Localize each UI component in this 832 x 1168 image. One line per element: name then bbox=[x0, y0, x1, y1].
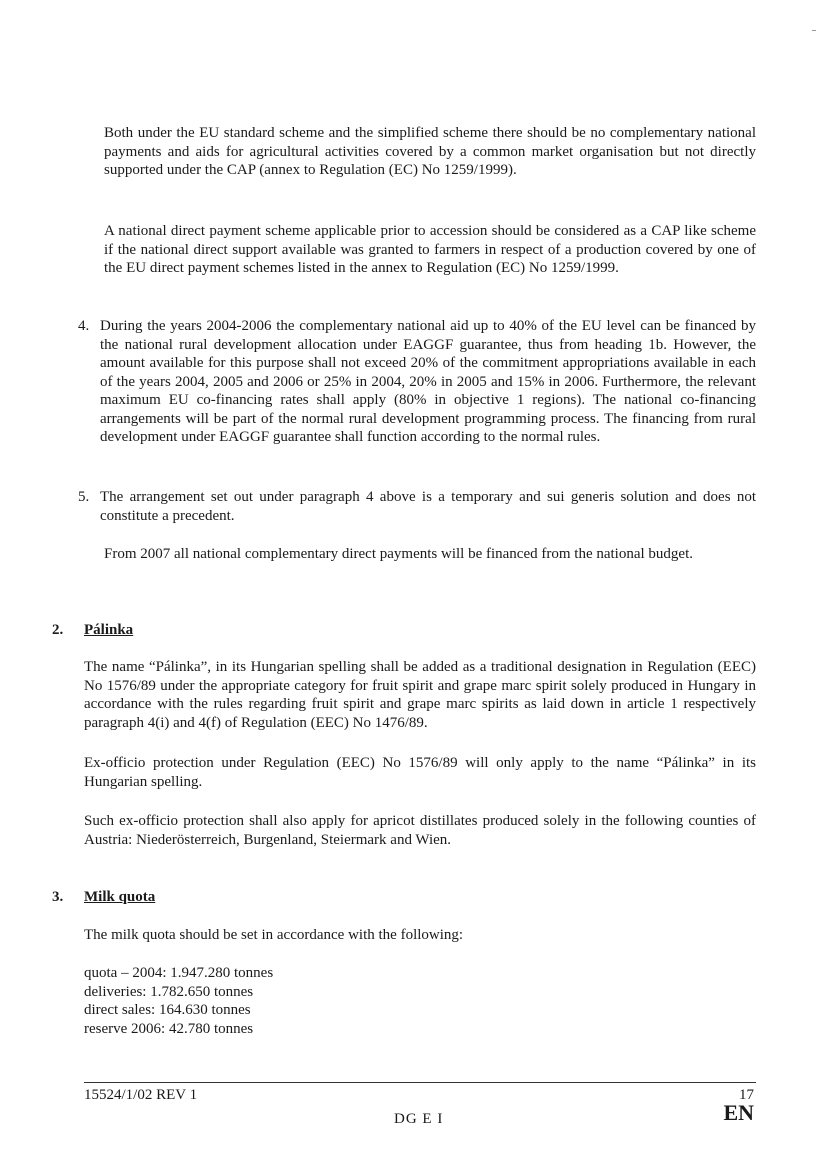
list-item: reserve 2006: 42.780 tonnes bbox=[84, 1020, 254, 1037]
list-item-text: The arrangement set out under paragraph 4 above is a temporary and sui generis solution and does not constitute a precedent. bbox=[100, 489, 756, 524]
list-item-number: 4. bbox=[78, 318, 90, 334]
list-item-text: During the years 2004-2006 the complementary national aid up to 40% of the EU level can be financed by the national rural development allocation under EAGGF guarantee, thus from heading 1b. However, the amount available for this purpose shall not exceed 20% of the commitment appropriations available in each of the years 2004, 2005 and 2006 or 25% in 2004, 20% in 2005 and 15% in 2006. Furthermore, the relevant maximum EU co-financing rates shall apply (80% in objective 1 regions). The national co-financing arrangements will be part of the normal rural development programming process. The financing from rural development under EAGGF guarantee shall function according to the normal rules. bbox=[100, 318, 756, 445]
section-number: 2. bbox=[52, 622, 64, 638]
footer-divider bbox=[84, 1082, 756, 1083]
scan-mark bbox=[812, 30, 816, 31]
paragraph-2007-financing: From 2007 all national complementary direct payments will be financed from the national budget. bbox=[104, 546, 693, 562]
section-title: Milk quota bbox=[84, 889, 156, 905]
section-heading-palinka bbox=[52, 621, 133, 640]
document-reference: 15524/1/02 REV 1 bbox=[84, 1087, 198, 1103]
directorate-label: DG E I bbox=[394, 1111, 444, 1127]
milk-quota-intro: The milk quota should be set in accordance with the following: bbox=[84, 927, 464, 943]
paragraph-national-scheme: A national direct payment scheme applicable prior to accession should be considered as a CAP like scheme if the national direct support available was granted to farmers in respect of a production covered by one of the EU direct payment schemes listed in the annex to Regulation (EC) No 1259/1999. bbox=[104, 223, 756, 276]
section-title: Pálinka bbox=[84, 622, 134, 638]
list-item: deliveries: 1.782.650 tonnes bbox=[84, 983, 254, 1000]
language-code: EN bbox=[723, 1100, 754, 1125]
milk-quota-list bbox=[84, 964, 273, 1038]
page-number: 17 bbox=[739, 1087, 754, 1103]
paragraph-apricot-distillates: Such ex-officio protection shall also apply for apricot distillates produced solely in the following counties of Austria: Niederösterreich, Burgenland, Steiermark and Wien. bbox=[84, 813, 756, 848]
paragraph-eu-scheme: Both under the EU standard scheme and the simplified scheme there should be no complementary national payments and aids for agricultural activities covered by a common market organisation but not directly supported under the CAP (annex to Regulation (EC) No 1259/1999). bbox=[104, 125, 756, 178]
section-heading-milk-quota bbox=[52, 888, 155, 907]
paragraph-palinka-protection: Ex-officio protection under Regulation (EEC) No 1576/89 will only apply to the name “Pálinka” in its Hungarian spelling. bbox=[84, 755, 756, 790]
list-item: quota – 2004: 1.947.280 tonnes bbox=[84, 965, 274, 981]
paragraph-palinka-designation: The name “Pálinka”, in its Hungarian spelling shall be added as a traditional designation in Regulation (EEC) No 1576/89 under the appropriate category for fruit spirit and grape marc spirit solely produced in Hungary in accordance with the rules regarding fruit spirit and grape marc spirits as laid down in article 1 respectively paragraph 4(i) and 4(f) of Regulation (EEC) No 1476/89. bbox=[84, 659, 756, 731]
list-item-number: 5. bbox=[78, 489, 90, 505]
list-item: direct sales: 164.630 tonnes bbox=[84, 1002, 251, 1018]
section-number: 3. bbox=[52, 889, 64, 905]
